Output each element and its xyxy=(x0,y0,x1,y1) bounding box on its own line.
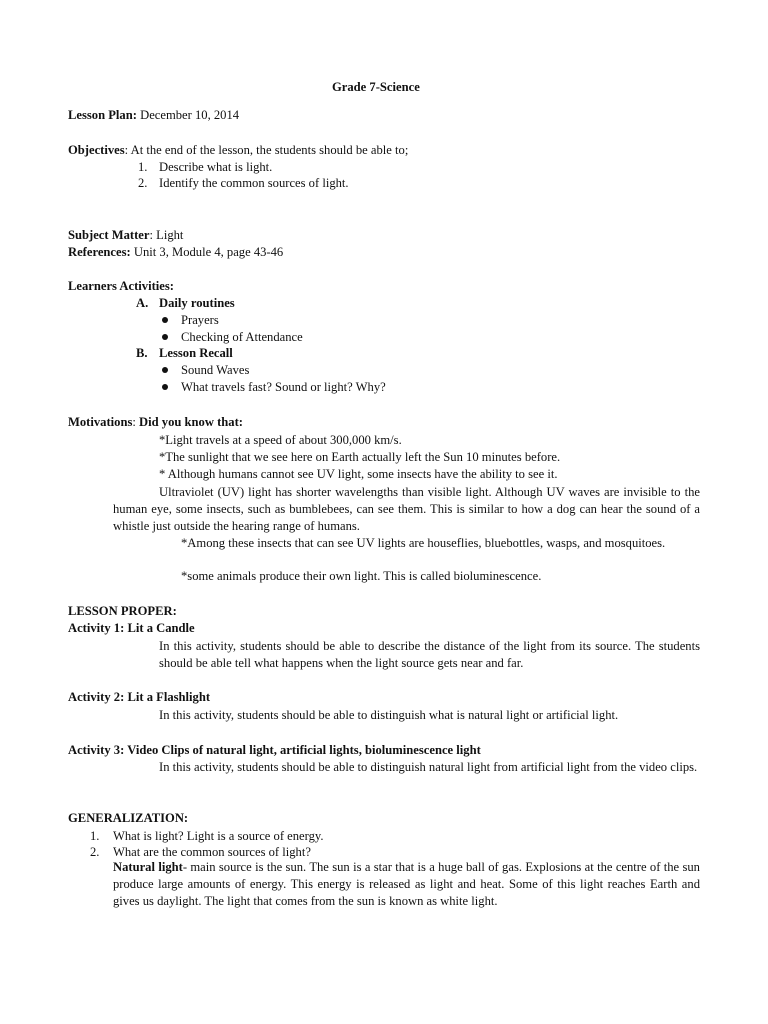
motivations-label: Motivations xyxy=(68,415,133,429)
generalization-item-2: What are the common sources of light? xyxy=(113,845,311,859)
motivations-line xyxy=(68,414,243,430)
activity-3-text: In this activity, students should be able to distinguish natural light from artificial light from the video clips. xyxy=(159,760,698,774)
lesson-plan-line xyxy=(68,107,239,123)
natural-light-text: - main source is the sun. The sun is a star that is a huge ball of gas. Explosions at the centre of the sun produce large amounts of energy. This energy is released as light and heat. Some of this light reaches Earth and gives us daylight. The light that comes from the sun is known as white light. xyxy=(113,860,700,908)
recall-letter-b: B. xyxy=(136,346,148,360)
lesson-recall-title: Lesson Recall xyxy=(159,346,233,360)
objectives-label: Objectives xyxy=(68,143,125,157)
routine-item-attendance: Checking of Attendance xyxy=(181,330,303,344)
activity-1-text: In this activity, students should be able to describe the distance of the light from its source. The students should be able tell what happens when the light source gets near and far. xyxy=(159,639,700,670)
fact-uv-insects: * Although humans cannot see UV light, some insects have the ability to see it. xyxy=(159,467,558,481)
references-value: Unit 3, Module 4, page 43-46 xyxy=(133,245,284,259)
fact-bioluminescence: *some animals produce their own light. This is called bioluminescence. xyxy=(181,569,542,583)
references-line xyxy=(68,244,283,260)
natural-light-paragraph xyxy=(113,859,700,910)
objective-number-2: 2. xyxy=(138,176,148,190)
bullet-icon xyxy=(162,334,168,340)
bullet-icon xyxy=(162,367,168,373)
generalization-number-1: 1. xyxy=(90,829,100,843)
learners-activities-label: Learners Activities: xyxy=(68,279,174,293)
references-label: References: xyxy=(68,245,131,259)
motivations-colon: : xyxy=(132,415,140,429)
activity-1-title: Activity 1: Lit a Candle xyxy=(68,621,195,635)
lesson-proper-label: LESSON PROPER: xyxy=(68,604,177,618)
generalization-number-2: 2. xyxy=(90,845,100,859)
objective-number-1: 1. xyxy=(138,160,148,174)
lesson-plan-date: December 10, 2014 xyxy=(140,108,240,122)
objective-item-2: Identify the common sources of light. xyxy=(159,176,349,190)
activity-3-title: Activity 3: Video Clips of natural light, artificial lights, bioluminescence light xyxy=(68,743,481,757)
bullet-icon xyxy=(162,384,168,390)
activity-2-text: In this activity, students should be able to distinguish what is natural light or artificial light. xyxy=(159,708,619,722)
objective-item-1: Describe what is light. xyxy=(159,160,273,174)
subject-matter-label: Subject Matter xyxy=(68,228,150,242)
activity-2-title: Activity 2: Lit a Flashlight xyxy=(68,690,211,704)
generalization-item-1: What is light? Light is a source of energy. xyxy=(113,829,324,843)
generalization-label: GENERALIZATION: xyxy=(68,811,189,825)
page-title: Grade 7-Science xyxy=(332,80,420,94)
routine-item-prayers: Prayers xyxy=(181,313,219,327)
routine-letter-a: A. xyxy=(136,296,149,310)
lesson-plan-label: Lesson Plan: xyxy=(68,108,137,122)
did-you-know-heading: Did you know that: xyxy=(139,415,243,429)
bullet-icon xyxy=(162,317,168,323)
daily-routines-title: Daily routines xyxy=(159,296,235,310)
subject-matter-line xyxy=(68,227,183,243)
uv-paragraph: Ultraviolet (UV) light has shorter wavelengths than visible light. Although UV waves are invisible to the human eye, some insects, such as bumblebees, can see them. This is similar to how a dog can hear the sound of a whistle just outside the hearing range of humans. xyxy=(113,485,700,533)
objectives-line xyxy=(68,142,408,158)
fact-uv-insect-types: *Among these insects that can see UV lights are houseflies, bluebottles, wasps, and mosquitoes. xyxy=(181,536,666,550)
recall-item-sound-waves: Sound Waves xyxy=(181,363,250,377)
recall-item-travels-fast: What travels fast? Sound or light? Why? xyxy=(181,380,386,394)
fact-speed-of-light: *Light travels at a speed of about 300,000 km/s. xyxy=(159,433,402,447)
fact-sunlight-travel: *The sunlight that we see here on Earth actually left the Sun 10 minutes before. xyxy=(159,450,561,464)
subject-matter-value: : Light xyxy=(149,228,184,242)
natural-light-label: Natural light xyxy=(113,860,183,874)
objectives-intro: : At the end of the lesson, the students should be able to; xyxy=(124,143,409,157)
